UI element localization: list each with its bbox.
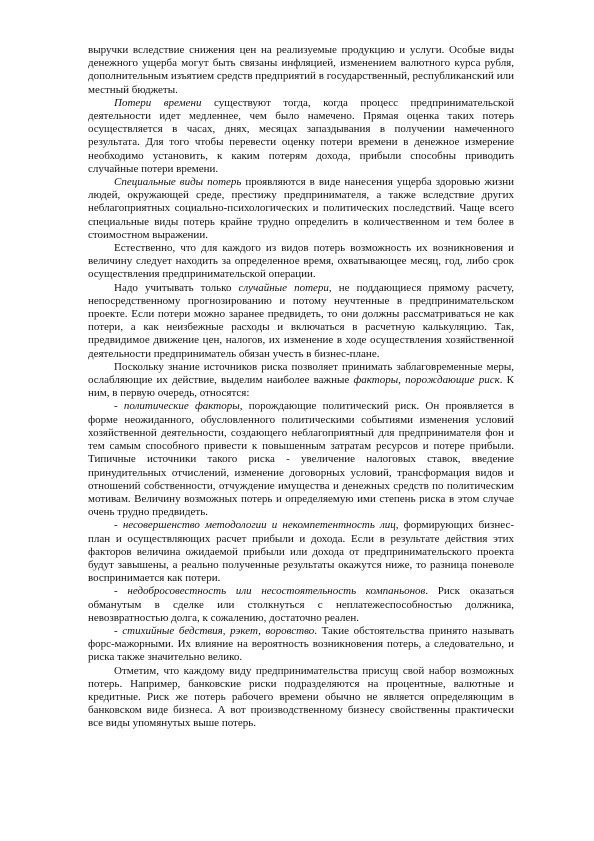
document-page [88, 44, 514, 731]
paragraph-revenue-loss [88, 44, 514, 97]
paragraph-risk-factors-intro [88, 361, 514, 401]
text-run: - [114, 585, 128, 598]
text-run: выручки вследствие снижения цен на реализуемые продукцию и услуги. Особые виды денежного ущерба могут быть связаны инфляцией, изменением валютного курса рубля, дополнительным изъятием средств предприятий в государственный, республиканский или местный бюджеты. [88, 44, 514, 96]
paragraph-political-factors [88, 400, 514, 519]
italic-term: несовершенство методологии и некомпетентность лиц, [122, 519, 399, 532]
paragraph-random-losses [88, 282, 514, 361]
text-run: . Риск оказаться обманутым в сделке или столкнуться с неплатежеспособностью должника, невозвратностью долга, к сожалению, достаточно реален. [88, 585, 514, 624]
text-run: - [114, 519, 123, 532]
italic-term: Специальные виды потерь [114, 176, 242, 189]
text-run: Естественно, что для каждого из видов потерь возможность их возникновения и величину следует находить за определенное время, охватывающее месяц, год, либо срок осуществления предпринимательской операции. [88, 242, 514, 281]
text-run: - [114, 624, 123, 637]
paragraph-business-types [88, 665, 514, 731]
text-run: порождающие политический риск. Он проявляется в форме неожиданного, обусловленного политическими событиями изменения условий хозяйственной деятельности, создающего неблагоприятный для предпринимателя фон и тем самым способного привести к повышенным затратам ресурсов и потере прибыли. Типичные источники такого риска - увеличение налоговых ставок, введение принудительных отчислений, изменение договорных условий, трансформация видов и отношений собственности, отчуждение имущества и денежных средств по политическим мотивам. Величину возможных потерь и определяемую ими степень риска в этом случае очень трудно предвидеть. [88, 400, 514, 519]
text-run: - [114, 400, 124, 413]
italic-term: факторы, порождающие риск [353, 374, 500, 387]
paragraph-partner-factors [88, 585, 514, 625]
paragraph-time-loss [88, 97, 514, 176]
paragraph-force-majeure [88, 625, 514, 665]
text-run: . К ним, в первую очередь, относятся: [88, 374, 515, 400]
italic-term: случайные потери [238, 281, 329, 294]
text-run: Поскольку знание источников риска позволяет принимать заблаговременные меры, ослабляющие их действие, выделим наиболее важные [88, 360, 514, 387]
italic-term: стихийные бедствия, рэкет, воровство [122, 624, 315, 637]
text-run: существуют тогда, когда процесс предпринимательской деятельности идет медленнее, чем было намечено. Прямая оценка таких потерь осуществляется в часах, днях, месяцах запаздывания в получении намеченного результата. Для того чтобы перевести оценку потери времени в денежное измерение необходимо установить, к каким потерям дохода, прибыли способны приводить случайные потери времени. [88, 96, 515, 175]
text-run: , не поддающиеся прямому расчету, непосредственному прогнозированию и потому неучтенные в предпринимательском проекте. Если потери можно заранее предвидеть, то они должны рассматриваться не как потери, а как неизбежные расходы и включаться в расчетную калькуляцию. Так, предвидимое движение цен, налогов, их изменение в ходе осуществления хозяйственной деятельности предприниматель обязан учесть в бизнес-плане. [88, 281, 514, 360]
text-run: Отметим, что каждому виду предпринимательства присущ свой набор возможных потерь. Например, банковские риски подразделяются на процентные, валютные и кредитные. Риск же потерь рабочего времени обычно не является определяющим в банковском виде бизнеса. А вот производственному бизнесу свойственны практически все виды упомянутых выше потерь. [88, 664, 514, 730]
italic-term: Потери времени [114, 96, 202, 109]
paragraph-special-losses [88, 176, 514, 242]
text-run: формирующих бизнес-план и осуществляющих расчет прибыли и дохода. Если в результате действия этих факторов величина ожидаемой прибыли или дохода от предпринимательского проекта будут завышены, а реально полученные результаты окажутся ниже, то разница поневоле воспринимается как потери. [88, 519, 514, 585]
text-run: проявляются в виде нанесения ущерба здоровью жизни людей, окружающей среде, престижу предпринимателя, а также вследствие других неблагоприятных социально-психологических и политических последствий. Чаще всего специальные виды потерь крайне трудно определить в количественном и тем более в стоимостном выражении. [88, 176, 514, 241]
italic-term: недобросовестность или несостоятельность компаньонов [127, 585, 426, 598]
text-run: . Такие обстоятельства принято называть форс-мажорными. Их влияние на вероятность возникновения потерь, а следовательно, и риска также значительно велико. [88, 624, 514, 664]
italic-term: политические факторы, [123, 400, 243, 413]
paragraph-loss-period [88, 242, 514, 282]
text-run: Надо учитывать только [114, 281, 239, 294]
paragraph-methodology-factors [88, 519, 514, 585]
